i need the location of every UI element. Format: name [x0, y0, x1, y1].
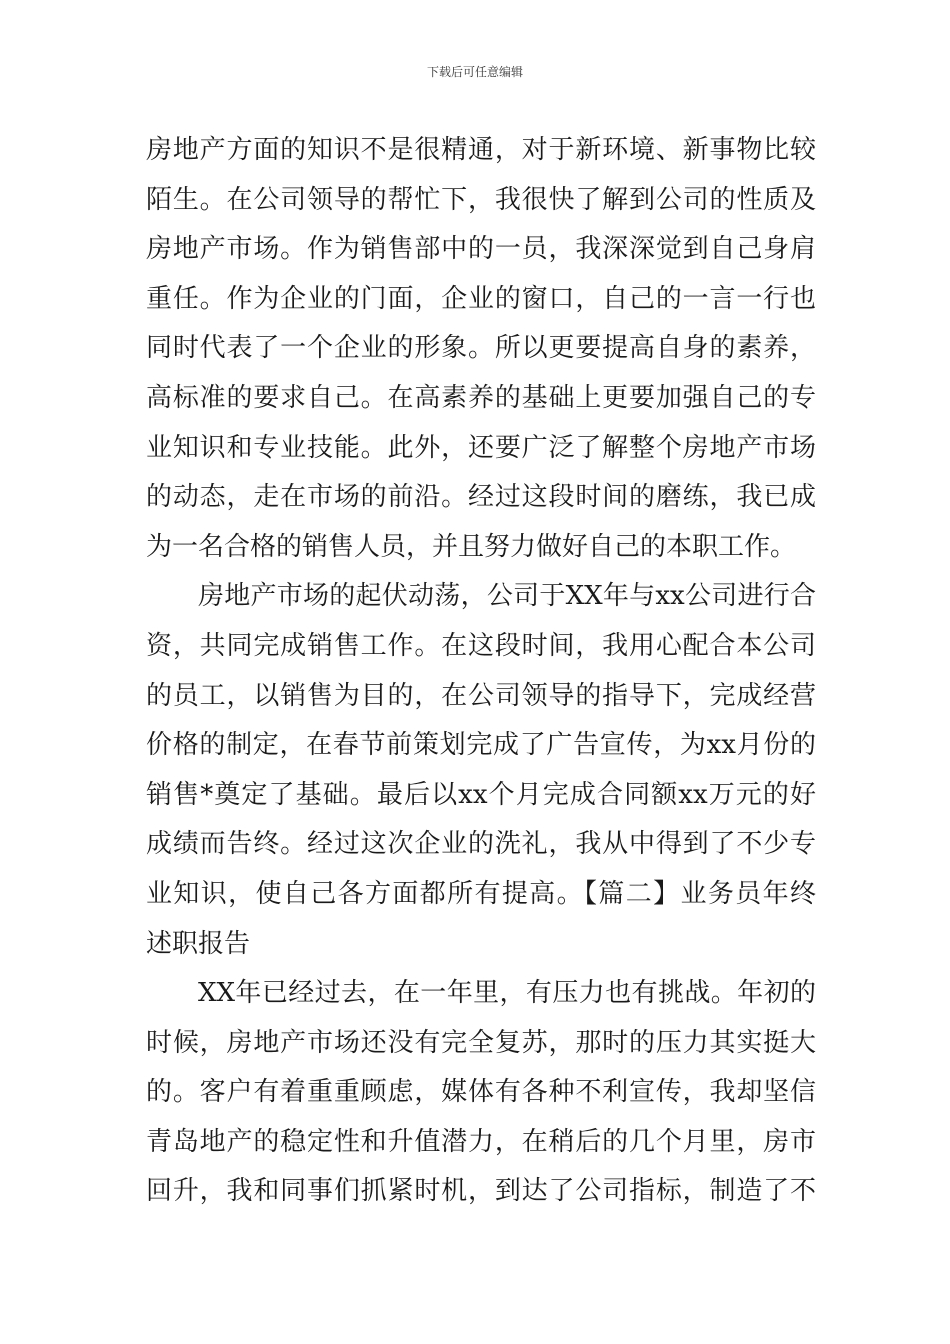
text-line: 为一名合格的销售人员，并且努力做好自己的本职工作。 — [146, 531, 797, 562]
paragraph-1 — [146, 126, 816, 572]
text-line: 的员工，以销售为目的，在公司领导的指导下，完成经营 — [146, 680, 816, 711]
text-line: 时候，房地产市场还没有完全复苏，那时的压力其实挺大 — [146, 1027, 816, 1058]
text-line: 价格的制定，在春节前策划完成了广告宣传，为xx月份的 — [146, 730, 816, 761]
text-line: 的。客户有着重重顾虑，媒体有各种不利宣传，我却坚信 — [146, 1077, 816, 1108]
document-body — [146, 126, 816, 1217]
text-line: 的动态，走在市场的前沿。经过这段时间的磨练，我已成 — [146, 482, 816, 513]
text-line: 业知识，使自己各方面都所有提高。【篇二】业务员年终 — [146, 878, 816, 909]
text-line: 房地产市场的起伏动荡，公司于XX年与xx公司进行合 — [198, 581, 816, 612]
text-line: 高标准的要求自己。在高素养的基础上更要加强自己的专 — [146, 382, 816, 413]
text-line: 陌生。在公司领导的帮忙下，我很快了解到公司的性质及 — [146, 184, 816, 215]
text-line: 青岛地产的稳定性和升值潜力，在稍后的几个月里，房市 — [146, 1126, 816, 1157]
text-line: 成绩而告终。经过这次企业的洗礼，我从中得到了不少专 — [146, 829, 816, 860]
text-line: XX年已经过去，在一年里，有压力也有挑战。年初的 — [198, 978, 816, 1009]
text-line: 同时代表了一个企业的形象。所以更要提高自身的素养， — [146, 333, 816, 364]
text-line: 房地产方面的知识不是很精通，对于新环境、新事物比较 — [146, 135, 816, 165]
text-line: 回升，我和同事们抓紧时机，到达了公司指标，制造了不 — [146, 1176, 816, 1207]
text-line: 业知识和专业技能。此外，还要广泛了解整个房地产市场 — [146, 432, 816, 463]
page-header-note: 下载后可任意编辑 — [426, 65, 523, 79]
text-line: 房地产市场。作为销售部中的一员，我深深觉到自己身肩 — [146, 234, 816, 265]
paragraph-2 — [146, 572, 816, 969]
text-line: 重任。作为企业的门面，企业的窗口，自己的一言一行也 — [146, 283, 816, 314]
text-line: 述职报告 — [146, 928, 251, 959]
text-line: 销售*奠定了基础。最后以xx个月完成合同额xx万元的好 — [146, 779, 816, 810]
text-line: 资，共同完成销售工作。在这段时间，我用心配合本公司 — [146, 630, 816, 661]
paragraph-3 — [146, 969, 816, 1217]
